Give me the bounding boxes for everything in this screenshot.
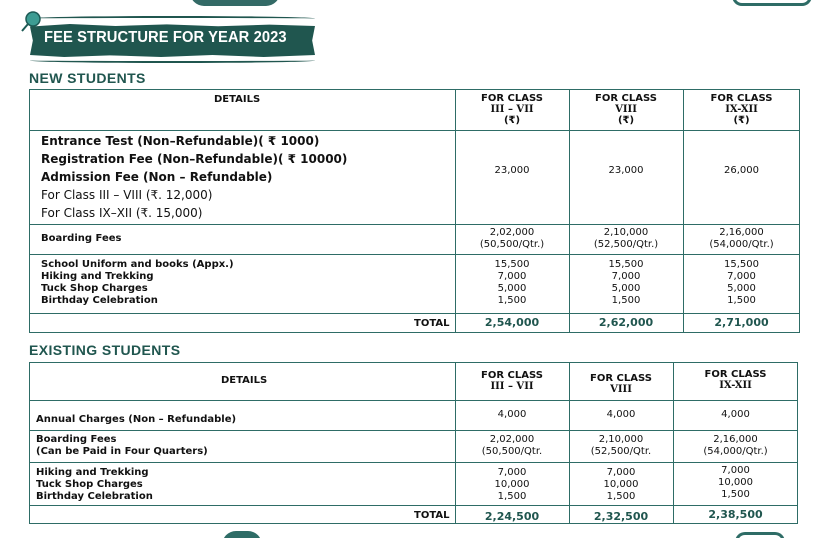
annual-value-class-iii-vii: 4,000 (497, 409, 527, 420)
page-title: FEE STRUCTURE FOR YEAR 2023 (44, 29, 287, 46)
header-line: FOR CLASS (710, 93, 773, 104)
header-line: FOR CLASS (481, 93, 543, 104)
value-line: 15,500 (494, 259, 530, 270)
fee-value-class-iii-vii: 23,000 (494, 165, 530, 176)
total-label: TOTAL (414, 510, 450, 521)
value-line: 2,02,000 (489, 434, 535, 445)
column-header-class-ix-xii (683, 93, 800, 126)
boarding-label-line: Boarding Fees (36, 434, 117, 445)
decorative-swoosh-top (190, 0, 280, 6)
registration-fee-label: Registration Fee (Non–Refundable)( ₹ 10000) (41, 152, 348, 166)
value-line: 1,500 (611, 295, 641, 306)
value-line: 2,10,000 (598, 434, 644, 445)
total-class-ix-xii: 2,38,500 (708, 508, 763, 521)
fee-value-class-viii: 23,000 (608, 165, 644, 176)
value-line: (52,500/Qtr.) (593, 239, 659, 250)
misc-label: Tuck Shop Charges (41, 283, 148, 294)
entrance-test-label: Entrance Test (Non–Refundable)( ₹ 1000) (41, 134, 320, 148)
decorative-swoosh-bottom-right (735, 532, 785, 538)
value-line: 2,16,000 (719, 227, 764, 238)
value-line: 5,000 (727, 283, 756, 294)
annual-value-class-ix-xii: 4,000 (721, 409, 750, 420)
boarding-value-class-iii-vii (455, 227, 569, 251)
header-line: III – VII (490, 381, 534, 392)
row-divider (29, 130, 800, 131)
value-line: 2,16,000 (713, 434, 758, 445)
section-title-existing-students: EXISTING STUDENTS (29, 342, 181, 358)
header-line: (₹) (617, 115, 635, 126)
banner-bottom-rule (30, 58, 315, 63)
header-line: III – VII (490, 104, 534, 115)
column-header-class-viii (569, 93, 683, 126)
decorative-swoosh-bottom (222, 531, 262, 538)
value-line: 1,500 (497, 295, 527, 306)
misc-values-class-iii-vii (455, 259, 569, 307)
value-line: 2,10,000 (603, 227, 649, 238)
boarding-value-class-viii (569, 434, 673, 458)
value-line: 10,000 (718, 477, 753, 488)
value-line: 7,000 (606, 467, 636, 478)
misc-label: School Uniform and books (Appx.) (41, 259, 234, 270)
boarding-value-class-viii (569, 227, 683, 251)
pushpin-icon (19, 10, 43, 34)
value-line: 1,500 (727, 295, 756, 306)
misc-values-class-ix-xii (673, 465, 798, 501)
value-line: 1,500 (497, 491, 527, 502)
annual-value-class-viii: 4,000 (606, 409, 636, 420)
value-line: 1,500 (721, 489, 750, 500)
value-line: 5,000 (611, 283, 641, 294)
header-line: VIII (615, 104, 637, 115)
header-line: (₹) (733, 115, 750, 126)
value-line: 15,500 (608, 259, 644, 270)
total-class-ix-xii: 2,71,000 (714, 316, 769, 329)
value-line: 2,02,000 (489, 227, 535, 238)
header-line: FOR CLASS (595, 93, 657, 104)
row-divider (29, 430, 798, 431)
value-line: 10,000 (494, 479, 530, 490)
boarding-label-line: (Can be Paid in Four Quarters) (36, 446, 208, 457)
value-line: (54,000/Qtr.) (709, 239, 774, 250)
row-divider (29, 313, 800, 314)
total-class-iii-vii: 2,54,000 (484, 316, 540, 329)
value-line: (50,500/Qtr.) (479, 239, 545, 250)
total-class-viii: 2,32,500 (593, 510, 649, 523)
admission-fee-label: Admission Fee (Non – Refundable) (41, 170, 273, 184)
value-line: 7,000 (497, 271, 527, 282)
value-line: 7,000 (727, 271, 756, 282)
row-divider (29, 254, 800, 255)
row-divider (29, 505, 798, 506)
misc-label: Hiking and Trekking (36, 467, 149, 478)
misc-charges-labels (41, 259, 234, 307)
misc-values-class-viii (569, 467, 673, 503)
misc-label: Tuck Shop Charges (36, 479, 143, 490)
column-header-class-ix-xii (673, 369, 798, 391)
header-line: FOR CLASS (481, 370, 543, 381)
total-label: TOTAL (414, 318, 450, 329)
misc-values-class-iii-vii (455, 467, 569, 503)
row-divider (29, 400, 798, 401)
header-line: IX-XII (719, 380, 752, 391)
fee-value-class-ix-xii: 26,000 (724, 165, 759, 176)
header-line: FOR CLASS (704, 369, 767, 380)
header-line: (₹) (503, 115, 521, 126)
total-class-viii: 2,62,000 (598, 316, 654, 329)
admission-class-ix-xii: For Class IX–XII (₹. 15,000) (41, 206, 203, 220)
value-line: 10,000 (603, 479, 639, 490)
value-line: (50,500/Qtr. (481, 446, 543, 457)
misc-label: Hiking and Trekking (41, 271, 154, 282)
total-class-iii-vii: 2,24,500 (484, 510, 540, 523)
column-header-class-viii (569, 373, 673, 395)
value-line: 7,000 (721, 465, 750, 476)
boarding-value-class-ix-xii (683, 227, 800, 251)
annual-charges-label: Annual Charges (Non – Refundable) (36, 414, 237, 425)
value-line: 7,000 (611, 271, 641, 282)
details-header: DETAILS (214, 94, 261, 105)
column-header-class-iii-vii (455, 93, 569, 126)
boarding-value-class-iii-vii (455, 434, 569, 458)
value-line: 5,000 (497, 283, 527, 294)
misc-values-class-viii (569, 259, 683, 307)
value-line: 1,500 (606, 491, 636, 502)
misc-values-class-ix-xii (683, 259, 800, 307)
decorative-swoosh-top-right (732, 0, 812, 6)
header-line: VIII (610, 384, 632, 395)
banner-top-rule (30, 16, 315, 21)
column-header-class-iii-vii (455, 370, 569, 392)
boarding-fees-label (36, 434, 208, 458)
value-line: (54,000/Qtr.) (703, 446, 768, 457)
header-line: FOR CLASS (590, 373, 652, 384)
row-divider (29, 224, 800, 225)
value-line: (52,500/Qtr. (590, 446, 652, 457)
boarding-value-class-ix-xii (673, 434, 798, 458)
misc-label: Birthday Celebration (36, 491, 153, 502)
header-line: IX-XII (725, 104, 758, 115)
misc-charges-labels (36, 467, 153, 503)
details-header: DETAILS (221, 375, 268, 386)
misc-label: Birthday Celebration (41, 295, 158, 306)
value-line: 7,000 (497, 467, 527, 478)
admission-class-iii-viii: For Class III – VIII (₹. 12,000) (41, 188, 213, 202)
value-line: 15,500 (724, 259, 759, 270)
boarding-fees-label: Boarding Fees (41, 233, 122, 244)
section-title-new-students: NEW STUDENTS (29, 70, 146, 86)
row-divider (29, 462, 798, 463)
